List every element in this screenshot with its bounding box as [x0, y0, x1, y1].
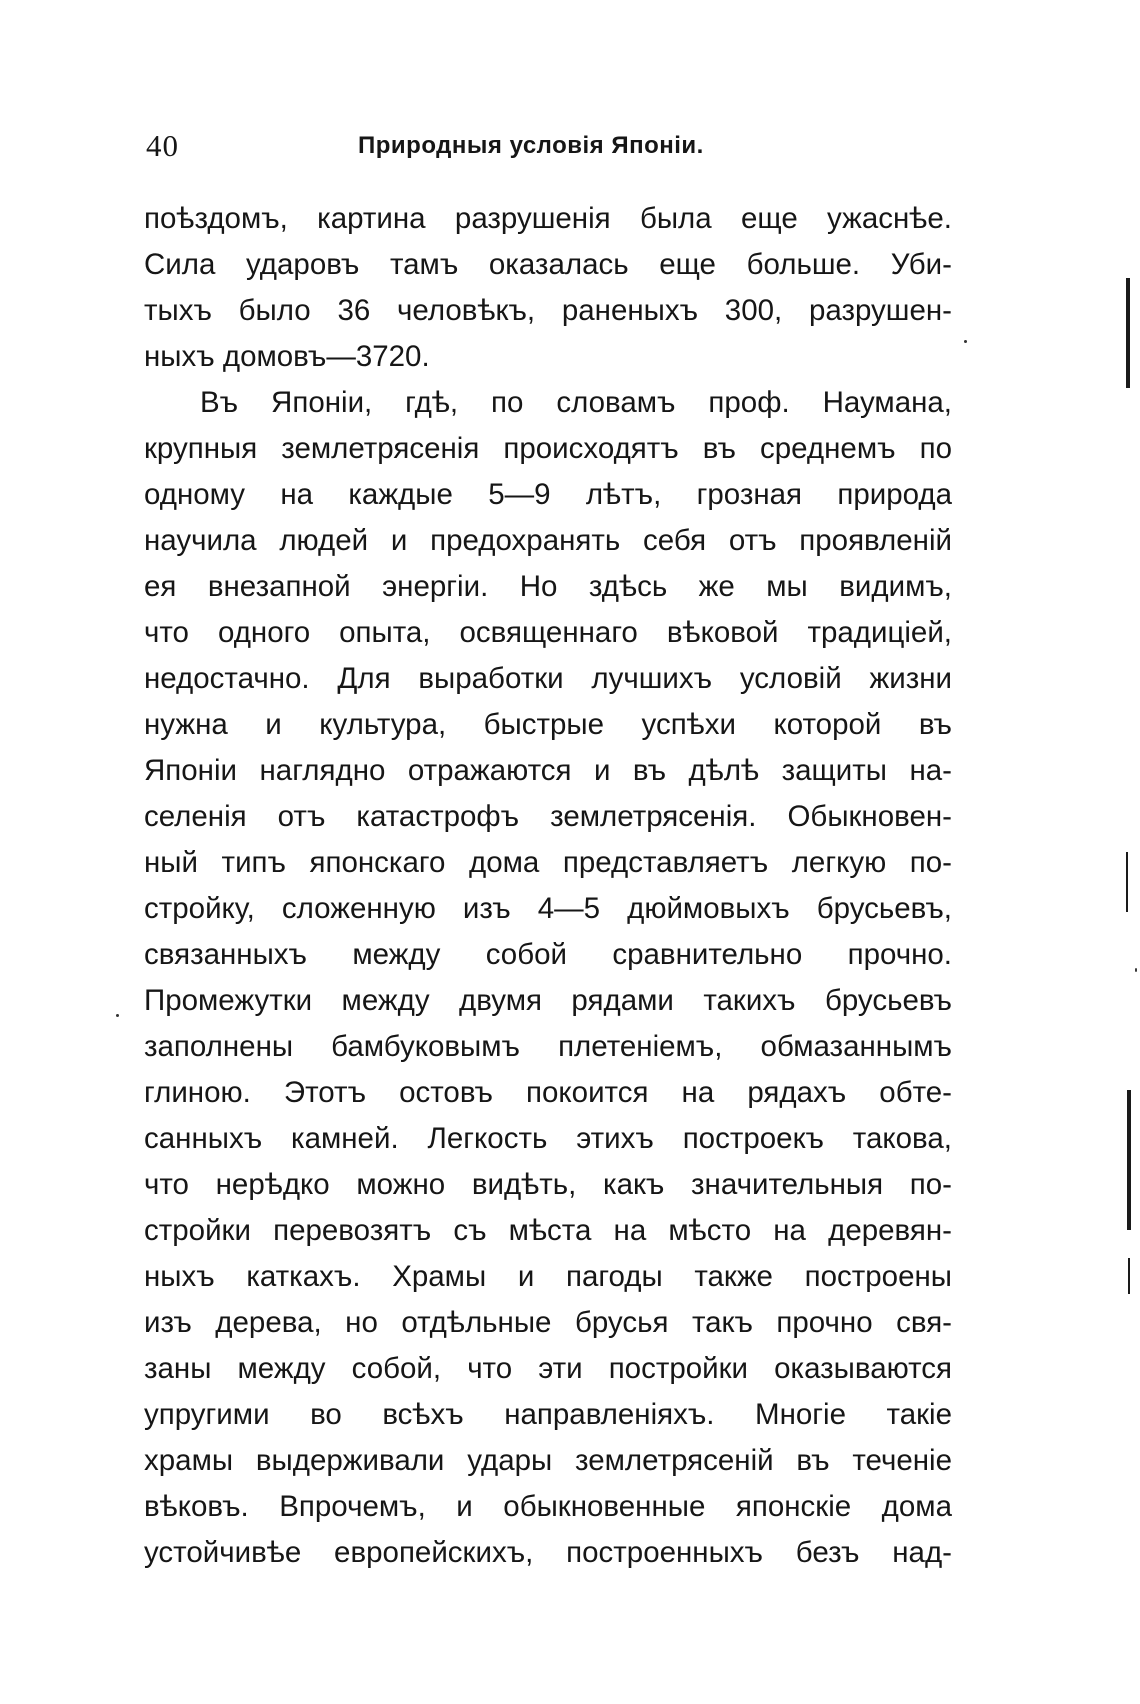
text-line: устойчивѣе европейскихъ, построенныхъ безъ над- — [144, 1536, 952, 1569]
text-line: Сила ударовъ тамъ оказалась еще больше. Уби- — [144, 248, 952, 281]
paragraph — [144, 380, 952, 1576]
text-line: научила людей и предохранять себя отъ проявленій — [144, 524, 952, 557]
text-line: санныхъ камней. Легкость этихъ построекъ такова, — [144, 1122, 952, 1155]
text-line: Въ Японіи, гдѣ, по словамъ проф. Наумана, — [200, 386, 952, 419]
text-line: глиною. Этотъ остовъ покоится на рядахъ обте- — [144, 1076, 952, 1109]
text-line: ныхъ домовъ—3720. — [144, 340, 430, 373]
text-line: заны между собой, что эти постройки оказываются — [144, 1352, 952, 1385]
scan-binding-mark — [1128, 1258, 1130, 1294]
text-line: тыхъ было 36 человѣкъ, раненыхъ 300, разрушен- — [144, 294, 952, 327]
page-header — [146, 128, 946, 168]
text-line: недостачно. Для выработки лучшихъ условій жизни — [144, 662, 952, 695]
text-line: Японіи наглядно отражаются и въ дѣлѣ защиты на- — [144, 754, 952, 787]
text-line: ныхъ каткахъ. Храмы и пагоды также построены — [144, 1260, 952, 1293]
text-line: храмы выдерживали удары землетрясеній въ теченіе — [144, 1444, 952, 1477]
text-line: заполнены бамбуковымъ плетеніемъ, обмазаннымъ — [144, 1030, 952, 1063]
text-line: связанныхъ между собой сравнительно прочно. — [144, 938, 952, 971]
text-line: Промежутки между двумя рядами такихъ брусьевъ — [144, 984, 952, 1017]
text-line: ный типъ японскаго дома представляетъ легкую по- — [144, 846, 952, 879]
text-line: поѣздомъ, картина разрушенія была еще ужаснѣе. — [144, 202, 952, 235]
scan-speck — [1135, 968, 1137, 972]
text-line: что нерѣдко можно видѣть, какъ значительныя по- — [144, 1168, 952, 1201]
text-line: ея внезапной энергіи. Но здѣсь же мы видимъ, — [144, 570, 952, 603]
page-number: 40 — [146, 128, 179, 163]
text-line: нужна и культура, быстрые успѣхи которой въ — [144, 708, 952, 741]
text-line: стройки перевозятъ съ мѣста на мѣсто на деревян- — [144, 1214, 952, 1247]
scan-binding-mark — [1126, 278, 1130, 388]
scan-binding-mark — [1127, 1090, 1131, 1230]
scan-speck — [964, 340, 967, 343]
body-text — [144, 196, 952, 1576]
text-line: изъ дерева, но отдѣльные брусья такъ прочно свя- — [144, 1306, 952, 1339]
scan-binding-mark — [1126, 852, 1128, 912]
text-line: селенія отъ катастрофъ землетрясенія. Обыкновен- — [144, 800, 952, 833]
scan-speck — [116, 1014, 119, 1017]
text-line: стройку, сложенную изъ 4—5 дюймовыхъ брусьевъ, — [144, 892, 952, 925]
text-line: вѣковъ. Впрочемъ, и обыкновенные японскіе дома — [144, 1490, 952, 1523]
paragraph — [144, 196, 952, 380]
text-line: что одного опыта, освященнаго вѣковой традиціей, — [144, 616, 952, 649]
text-line: упругими во всѣхъ направленіяхъ. Многіе такіе — [144, 1398, 952, 1431]
text-line: крупныя землетрясенія происходятъ въ среднемъ по — [144, 432, 952, 465]
running-title: Природныя условія Японіи. — [358, 132, 704, 159]
text-line: одному на каждые 5—9 лѣтъ, грозная природа — [144, 478, 952, 511]
